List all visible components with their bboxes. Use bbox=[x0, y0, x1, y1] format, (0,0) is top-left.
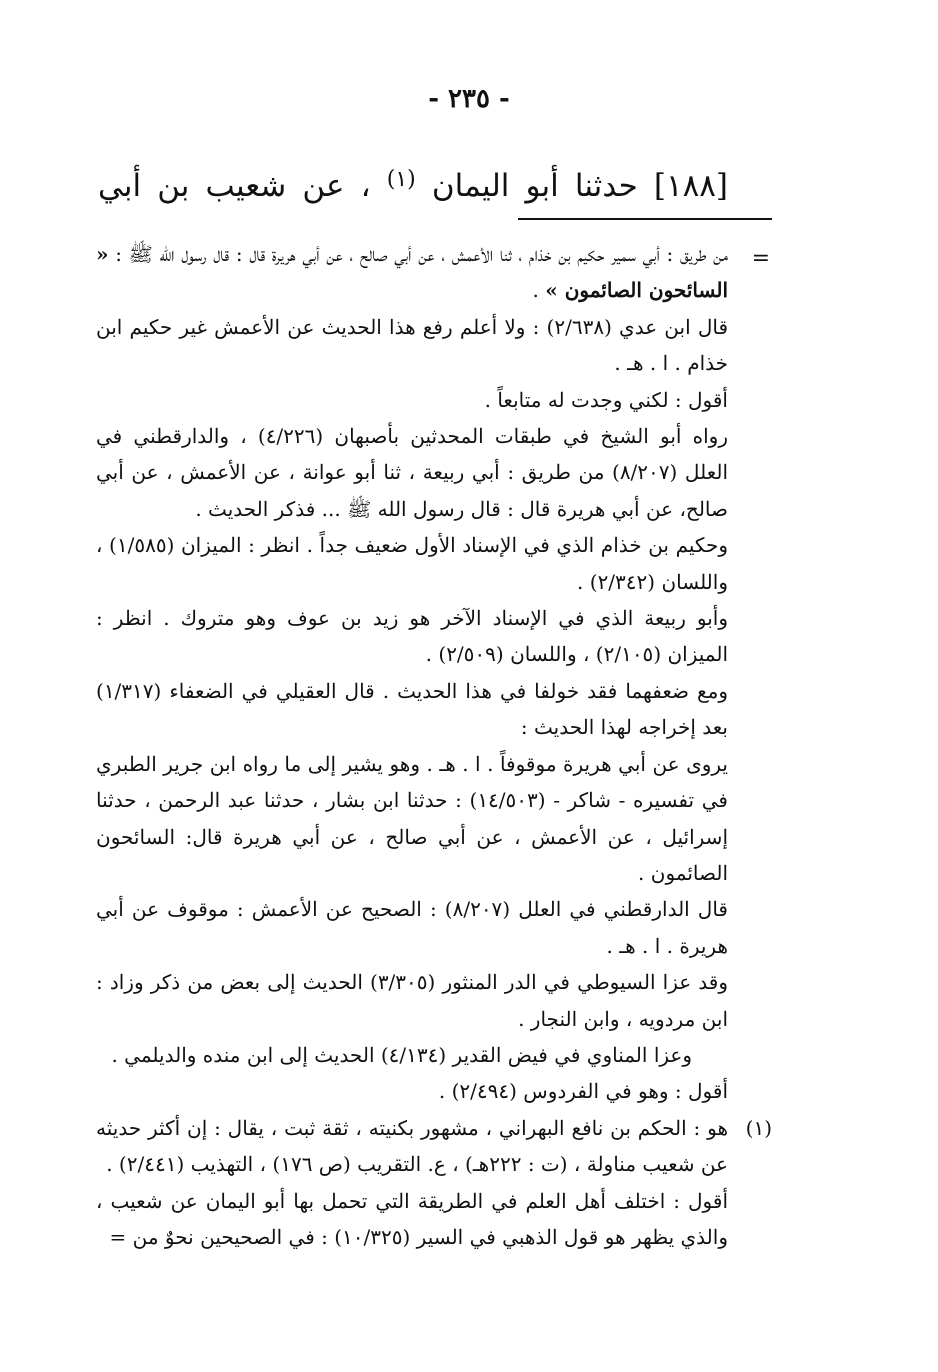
continuation-mark: = bbox=[751, 246, 770, 271]
hadith-chain-continuation: ، عن شعيب بن أبي bbox=[98, 168, 371, 204]
note-paragraph: يروى عن أبي هريرة موقوفاً . ا . هـ . وهو يشير إلى ما رواه ابن جرير الطبري في تفسيره - شاكر - (١٤/٥٠٣) : حدثنا ابن بشار ، حدثنا عبد الرحمن ، حدثنا إسرائيل ، عن الأعمش ، عن أبي صالح ، عن أبي هريرة قال: السائحون الصائمون . bbox=[96, 751, 728, 885]
note-paragraph: ومع ضعفهما فقد خولفا في هذا الحديث . قال العقيلي في الضعفاء (١/٣١٧) بعد إخراجه لهذا الحديث : bbox=[96, 678, 728, 740]
note-text: من طريق : أبي سمير حكيم بن خذام ، ثنا الأعمش ، عن أبي صالح ، عن أبي هريرة قال : قال رسول الله ﷺ : bbox=[115, 242, 728, 266]
note-text: . bbox=[532, 278, 539, 303]
note-paragraph: وحكيم بن خذام الذي في الإسناد الأول ضعيف جداً . انظر : الميزان (١/٥٨٥) ، واللسان (٢/٣٤٢) . bbox=[96, 533, 728, 594]
note-paragraph: وعزا المناوي في فيض القدير (٤/١٣٤) الحديث إلى ابن منده والديلمي . bbox=[111, 1042, 692, 1067]
hadith-quote: « السائحون الصائمون » bbox=[96, 242, 728, 303]
hadith-main-text bbox=[98, 156, 728, 210]
note-paragraph: قال ابن عدي (٢/٦٣٨) : ولا أعلم رفع هذا الحديث عن الأعمش غير حكيم ابن خذام . ا . هـ . bbox=[96, 314, 729, 376]
hadith-number-and-narrator: [١٨٨] حدثنا أبو اليمان bbox=[431, 168, 729, 204]
footnote-reference: (١) bbox=[386, 167, 416, 192]
note-paragraph: وأبو ربيعة الذي في الإسناد الآخر هو زيد بن عوف وهو متروك . انظر : الميزان (٢/١٠٥) ، واللسان (٢/٥٠٩) . bbox=[96, 606, 728, 667]
note-paragraph: قال الدارقطني في العلل (٨/٢٠٧) : الصحيح عن الأعمش : موقوف عن أبي هريرة . ا . هـ . bbox=[96, 897, 728, 958]
footnote-comment: أقول : اختلف أهل العلم في الطريقة التي تحمل بها أبو اليمان عن شعيب ، والذي يظهر هو قول الذهبي في السير (١٠/٣٢٥) : في الصحيحين نحوٌ من = bbox=[96, 1188, 728, 1249]
footnotes-area bbox=[96, 236, 772, 1255]
footnote-text: هو : الحكم بن نافع البهراني ، مشهور بكنيته ، ثقة ثبت ، يقال : إن أكثر حديثه عن شعيب مناولة ، (ت : ٢٢٢هـ) ، ع. التقريب (ص ١٧٦) ، التهذيب (٢/٤٤١) . bbox=[96, 1115, 728, 1177]
note-paragraph: وقد عزا السيوطي في الدر المنثور (٣/٣٠٥) الحديث إلى بعض من ذكر وزاد : ابن مردويه ، وابن النجار . bbox=[96, 970, 729, 1031]
note-paragraph: أقول : لكني وجدت له متابعاً . bbox=[484, 387, 728, 412]
footnote-separator bbox=[518, 218, 772, 220]
footnote-1 bbox=[96, 1110, 772, 1256]
note-paragraph: رواه أبو الشيخ في طبقات المحدثين بأصبهان (٤/٢٢٦) ، والدارقطني في العلل (٨/٢٠٧) من طريق : أبي ربيعة ، ثنا أبو عوانة ، عن الأعمش ، عن أبي صالح، عن أبي هريرة قال : قال رسول الله ﷺ ... فذكر الحديث . bbox=[96, 424, 729, 521]
footnote-marker: (١) bbox=[745, 1115, 772, 1140]
note-paragraph bbox=[96, 236, 728, 309]
page-number: - ٢٣٥ - bbox=[428, 84, 510, 114]
note-paragraph: أقول : وهو في الفردوس (٢/٤٩٤) . bbox=[438, 1079, 728, 1104]
